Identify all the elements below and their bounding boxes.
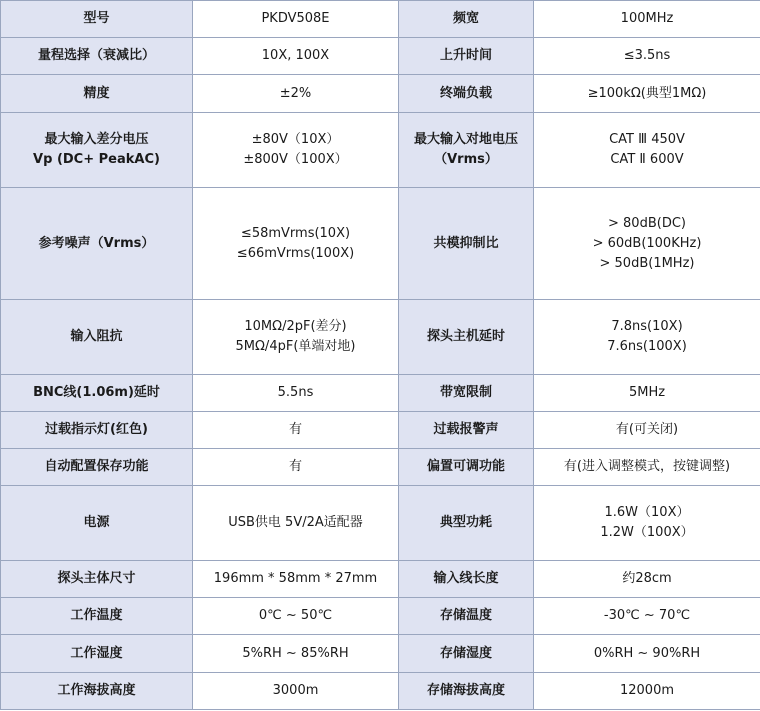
spec-label-cell [1, 75, 193, 113]
spec-label-line: 工作海拔高度 [57, 683, 136, 698]
spec-value-line: 196mm * 58mm * 27mm [213, 571, 378, 586]
spec-value-line: 有 [288, 459, 302, 474]
spec-label-line: 最大输入差分电压 [44, 132, 149, 147]
spec-label-cell [399, 673, 534, 710]
spec-value-line: 有(可关闭) [615, 422, 679, 437]
spec-row [1, 188, 760, 300]
spec-row [1, 412, 760, 449]
spec-label-line: 过载报警声 [433, 422, 499, 437]
spec-label-line: 探头主机延时 [426, 329, 505, 344]
spec-value-cell [193, 113, 399, 188]
spec-value-cell [193, 412, 399, 449]
spec-row [1, 113, 760, 188]
spec-value-cell [193, 375, 399, 412]
spec-label-line: BNC线(1.06m)延时 [33, 385, 160, 400]
spec-value-line: 10MΩ/2pF(差分) [244, 319, 347, 334]
spec-value-line: 5MΩ/4pF(单端对地) [235, 339, 356, 354]
spec-value-line: 0%RH ~ 90%RH [593, 645, 701, 661]
spec-value-cell [193, 673, 399, 710]
spec-value-cell [534, 75, 760, 113]
spec-value-cell [193, 598, 399, 635]
spec-label-cell [399, 75, 534, 113]
spec-value-cell [534, 188, 760, 300]
spec-label-cell [1, 412, 193, 449]
spec-value-cell [193, 1, 399, 38]
spec-value-cell [193, 635, 399, 673]
spec-label-line: 存储温度 [439, 608, 492, 623]
spec-value-cell [534, 412, 760, 449]
spec-label-cell [1, 38, 193, 75]
spec-value-line: > 60dB(100KHz) [592, 235, 702, 251]
spec-label-line: 最大输入对地电压 [413, 132, 518, 147]
spec-label-line: 带宽限制 [439, 385, 492, 400]
spec-label-cell [1, 375, 193, 412]
spec-value-line: 12000m [619, 683, 675, 698]
spec-label-line: 精度 [83, 85, 110, 101]
spec-value-line: 5MHz [628, 385, 666, 400]
spec-label-cell [1, 598, 193, 635]
spec-label-line: 存储湿度 [439, 645, 492, 661]
spec-value-cell [534, 375, 760, 412]
spec-label-cell [399, 598, 534, 635]
spec-label-cell [399, 635, 534, 673]
spec-label-cell [399, 1, 534, 38]
spec-value-cell [534, 561, 760, 598]
spec-value-cell [193, 561, 399, 598]
spec-label-line: 电源 [83, 515, 110, 530]
spec-value-line: ±80V（10X） [251, 132, 340, 147]
spec-label-line: 型号 [83, 11, 110, 26]
spec-label-cell [399, 449, 534, 486]
spec-value-line: 5.5ns [277, 385, 314, 400]
spec-label-line: 过载指示灯(红色) [45, 422, 148, 437]
spec-row [1, 561, 760, 598]
spec-row [1, 75, 760, 113]
spec-row [1, 38, 760, 75]
spec-value-line: ±800V（100X） [243, 152, 348, 167]
spec-label-cell [399, 300, 534, 375]
spec-row [1, 449, 760, 486]
spec-value-line: 约28cm [622, 571, 672, 586]
spec-value-cell [534, 449, 760, 486]
spec-label-cell [399, 188, 534, 300]
spec-label-line: 工作温度 [70, 608, 123, 623]
spec-row [1, 598, 760, 635]
spec-value-line: -30℃ ~ 70℃ [603, 608, 691, 623]
spec-value-line: > 80dB(DC) [608, 215, 686, 231]
spec-value-cell [534, 635, 760, 673]
spec-label-line: 上升时间 [439, 48, 492, 63]
spec-label-line: 频宽 [452, 11, 479, 26]
spec-value-line: 100MHz [620, 11, 674, 26]
spec-value-cell [534, 38, 760, 75]
spec-value-cell [193, 300, 399, 375]
spec-value-line: 有 [288, 422, 302, 437]
spec-value-line: CAT Ⅲ 450V [609, 132, 685, 147]
spec-label-line: 存储海拔高度 [426, 683, 505, 698]
spec-label-line: 输入线长度 [433, 571, 499, 586]
spec-label-line: 工作湿度 [70, 645, 123, 661]
spec-label-line: 输入阻抗 [70, 329, 123, 344]
spec-value-line: 有(进入调整模式，按键调整) [563, 459, 731, 474]
spec-value-line: USB供电 5V/2A适配器 [228, 515, 363, 530]
spec-label-cell [399, 561, 534, 598]
spec-value-cell [534, 300, 760, 375]
spec-row [1, 635, 760, 673]
spec-value-cell [193, 75, 399, 113]
spec-label-line: Vp (DC+ PeakAC) [33, 152, 160, 167]
spec-label-cell [399, 486, 534, 561]
spec-label-cell [399, 113, 534, 188]
spec-value-line: ±2% [279, 85, 312, 101]
spec-value-line: 7.6ns(100X) [607, 339, 687, 354]
spec-label-cell [1, 300, 193, 375]
spec-label-cell [1, 635, 193, 673]
spec-value-line: 0℃ ~ 50℃ [258, 608, 333, 623]
spec-row [1, 300, 760, 375]
spec-value-line: ≥100kΩ(典型1MΩ) [587, 85, 707, 101]
spec-label-cell [1, 449, 193, 486]
spec-label-cell [1, 113, 193, 188]
spec-value-cell [193, 486, 399, 561]
spec-label-line: 终端负载 [439, 85, 492, 101]
spec-value-line: 3000m [272, 683, 319, 698]
spec-label-line: 典型功耗 [439, 515, 492, 530]
spec-value-cell [534, 598, 760, 635]
spec-label-line: 自动配置保存功能 [44, 459, 149, 474]
spec-value-cell [534, 486, 760, 561]
spec-value-line: > 50dB(1MHz) [599, 255, 695, 271]
spec-value-cell [193, 188, 399, 300]
spec-label-line: 量程选择（衰减比） [37, 48, 155, 63]
spec-row [1, 375, 760, 412]
spec-value-line: 1.2W（100X） [600, 525, 694, 540]
spec-row [1, 1, 760, 38]
spec-value-line: 1.6W（10X） [604, 505, 690, 520]
spec-label-line: 偏置可调功能 [426, 459, 505, 474]
spec-label-cell [1, 1, 193, 38]
spec-label-line: 参考噪声（Vrms） [38, 235, 155, 251]
spec-label-cell [399, 38, 534, 75]
spec-value-cell [534, 113, 760, 188]
spec-label-cell [1, 188, 193, 300]
spec-table-body [1, 1, 760, 710]
spec-row [1, 486, 760, 561]
spec-value-line: ≤58mVrms(10X) [240, 225, 351, 241]
spec-value-cell [193, 449, 399, 486]
spec-label-cell [1, 561, 193, 598]
spec-value-line: PKDV508E [261, 11, 330, 26]
spec-value-line: ≤66mVrms(100X) [236, 245, 355, 261]
spec-value-cell [193, 38, 399, 75]
spec-row [1, 673, 760, 710]
spec-value-line: ≤3.5ns [623, 48, 671, 63]
spec-value-cell [534, 673, 760, 710]
spec-value-line: 7.8ns(10X) [611, 319, 683, 334]
spec-label-cell [399, 375, 534, 412]
spec-label-line: 共模抑制比 [433, 235, 499, 251]
spec-label-cell [399, 412, 534, 449]
spec-label-line: 探头主体尺寸 [57, 571, 136, 586]
spec-label-cell [1, 673, 193, 710]
spec-value-line: 10X, 100X [261, 48, 330, 63]
spec-label-line: （Vrms） [434, 152, 498, 167]
spec-label-cell [1, 486, 193, 561]
spec-value-cell [534, 1, 760, 38]
spec-value-line: CAT Ⅱ 600V [610, 152, 684, 167]
spec-value-line: 5%RH ~ 85%RH [242, 645, 349, 661]
